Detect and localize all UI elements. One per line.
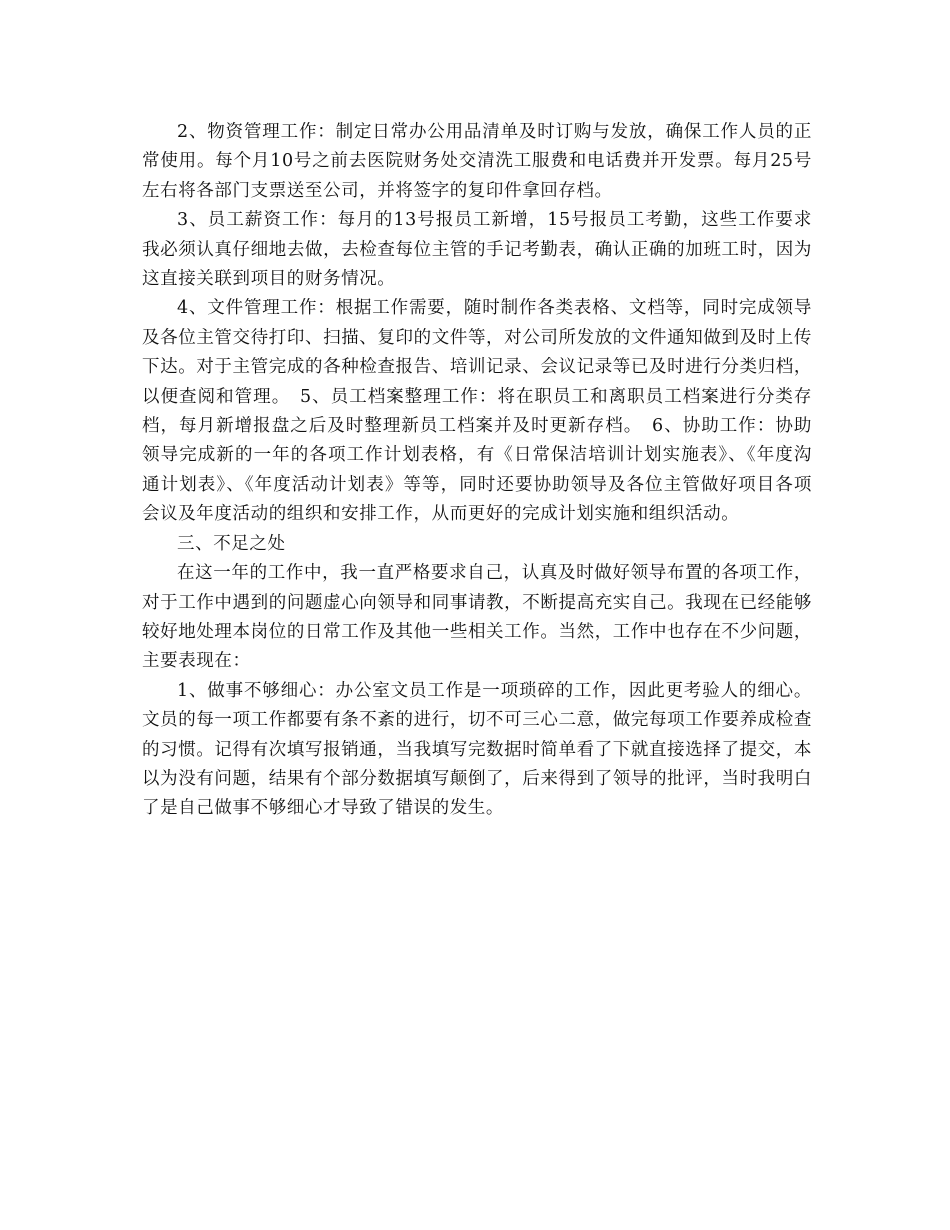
section-heading-shortcomings: 三、不足之处 <box>177 533 286 554</box>
paragraph-year-summary: 在这一年的工作中，我一直严格要求自己，认真及时做好领导布置的各项工作，对于工作中遇到的问题虚心向领导和同事请教，不断提高充实自己。我现在已经能够较好地处理本岗位的日常工作及其他一些相关工作。当然，工作中也存在不少问题，主要表现在： <box>142 563 812 672</box>
document-body <box>142 118 812 824</box>
paragraph-material-management: 2、物资管理工作：制定日常办公用品清单及时订购与发放，确保工作人员的正常使用。每个月10号之前去医院财务处交清洗工服费和电话费并开发票。每月25号左右将各部门支票送至公司，并将签字的复印件拿回存档。 <box>142 122 812 201</box>
paragraph-file-management: 4、文件管理工作：根据工作需要，随时制作各类表格、文档等，同时完成领导及各位主管交待打印、扫描、复印的文件等，对公司所发放的文件通知做到及时上传下达。对于主管完成的各种检查报告、培训记录、会议记录等已及时进行分类归档，以便查阅和管理。 5、员工档案整理工作：将在职员工和离职员工档案进行分类存档，每月新增报盘之后及时整理新员工档案并及时更新存档。 6、协助工作：协助领导完成新的一年的各项工作计划表格，有《日常保洁培训计划实施表》、《年度沟通计划表》、《年度活动计划表》等等，同时还要协助领导及各位主管做好项目各项会议及年度活动的组织和安排工作，从而更好的完成计划实施和组织活动。 <box>142 298 812 525</box>
paragraph-not-careful: 1、做事不够细心：办公室文员工作是一项琐碎的工作，因此更考验人的细心。文员的每一项工作都要有条不紊的进行，切不可三心二意，做完每项工作要养成检查的习惯。记得有次填写报销通，当我填写完数据时简单看了下就直接选择了提交，本以为没有问题，结果有个部分数据填写颠倒了，后来得到了领导的批评，当时我明白了是自己做事不够细心才导致了错误的发生。 <box>142 680 812 819</box>
paragraph-salary-work: 3、员工薪资工作：每月的13号报员工新增，15号报员工考勤，这些工作要求我必须认真仔细地去做，去检查每位主管的手记考勤表，确认正确的加班工时，因为这直接关联到项目的财务情况。 <box>142 210 812 290</box>
